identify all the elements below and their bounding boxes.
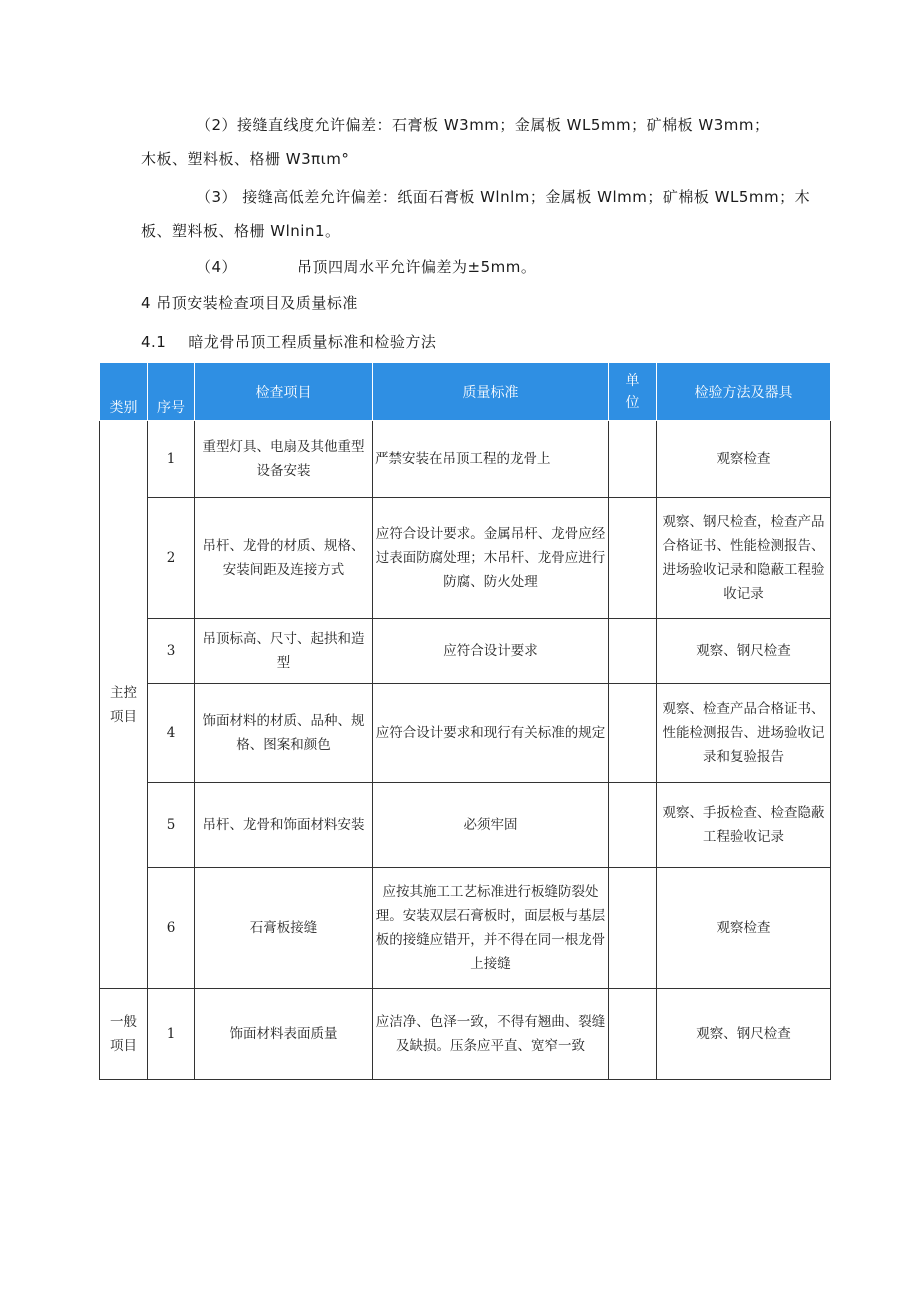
cell-unit	[609, 684, 657, 783]
table-row	[100, 684, 831, 783]
cell-seq: 4	[148, 684, 195, 783]
header-seq: 序号	[148, 363, 195, 421]
cell-standard: 应符合设计要求	[373, 619, 609, 684]
cell-item: 饰面材料表面质量	[195, 989, 373, 1080]
header-standard: 质量标准	[373, 363, 609, 421]
cell-item: 重型灯具、电扇及其他重型设备安装	[195, 421, 373, 498]
paragraph-4-text: 吊顶四周水平允许偏差为±5mm。	[297, 258, 537, 276]
cell-seq: 3	[148, 619, 195, 684]
paragraph-4-label: （4）	[196, 258, 238, 276]
category-line-2: 项目	[110, 708, 137, 725]
header-unit-line-1: 单	[625, 372, 640, 389]
cell-method: 观察、钢尺检查，检查产品合格证书、性能检测报告、进场验收记录和隐蔽工程验收记录	[657, 498, 831, 619]
category-line-1: 主控	[110, 684, 137, 701]
quality-standard-table	[99, 362, 831, 1080]
cell-method: 观察、钢尺检查	[657, 619, 831, 684]
category-general	[100, 989, 148, 1080]
cell-item: 吊顶标高、尺寸、起拱和造型	[195, 619, 373, 684]
cell-standard: 应符合设计要求。金属吊杆、龙骨应经过表面防腐处理；木吊杆、龙骨应进行防腐、防火处理	[373, 498, 609, 619]
table-row	[100, 619, 831, 684]
category-line-2: 项目	[110, 1038, 137, 1054]
table-row	[100, 868, 831, 989]
table-row	[100, 421, 831, 498]
cell-seq: 1	[148, 421, 195, 498]
cell-seq: 2	[148, 498, 195, 619]
table-row	[100, 783, 831, 868]
paragraph-2-line-2: 木板、塑料板、格栅 W3πιm°	[141, 150, 350, 168]
header-item: 检查项目	[195, 363, 373, 421]
cell-unit	[609, 619, 657, 684]
cell-standard: 应符合设计要求和现行有关标准的规定	[373, 684, 609, 783]
subsection-number: 4.1	[141, 333, 167, 351]
cell-seq: 5	[148, 783, 195, 868]
cell-item: 饰面材料的材质、品种、规格、图案和颜色	[195, 684, 373, 783]
subsection-heading	[141, 331, 436, 352]
cell-unit	[609, 498, 657, 619]
cell-seq: 1	[148, 989, 195, 1080]
cell-unit	[609, 868, 657, 989]
cell-standard: 应按其施工工艺标准进行板缝防裂处理。安装双层石膏板时，面层板与基层板的接缝应错开，并不得在同一根龙骨上接缝	[373, 868, 609, 989]
cell-method: 观察、钢尺检查	[657, 989, 831, 1080]
cell-standard: 严禁安装在吊顶工程的龙骨上	[373, 421, 609, 498]
cell-seq: 6	[148, 868, 195, 989]
subsection-title: 暗龙骨吊顶工程质量标准和检验方法	[188, 333, 437, 351]
cell-method: 观察、检查产品合格证书、性能检测报告、进场验收记录和复验报告	[657, 684, 831, 783]
cell-method: 观察检查	[657, 868, 831, 989]
cell-standard: 应洁净、色泽一致，不得有翘曲、裂缝及缺损。压条应平直、宽窄一致	[373, 989, 609, 1080]
cell-unit	[609, 783, 657, 868]
header-method: 检验方法及器具	[657, 363, 831, 421]
category-main-control	[100, 421, 148, 989]
cell-unit	[609, 421, 657, 498]
cell-item: 石膏板接缝	[195, 868, 373, 989]
table-row	[100, 989, 831, 1080]
cell-method: 观察检查	[657, 421, 831, 498]
cell-unit	[609, 989, 657, 1080]
cell-method: 观察、手扳检查、检查隐蔽工程验收记录	[657, 783, 831, 868]
category-line-1: 一般	[110, 1014, 137, 1030]
table-row	[100, 498, 831, 619]
table-header-row	[100, 363, 831, 421]
cell-item: 吊杆、龙骨的材质、规格、安装间距及连接方式	[195, 498, 373, 619]
paragraph-2-line-1: （2）接缝直线度允许偏差：石膏板 W3mm；金属板 WL5mm；矿棉板 W3mm；	[196, 116, 770, 134]
cell-standard: 必须牢固	[373, 783, 609, 868]
header-category: 类别	[100, 363, 148, 421]
cell-item: 吊杆、龙骨和饰面材料安装	[195, 783, 373, 868]
header-unit	[609, 363, 657, 421]
paragraph-4	[196, 256, 536, 277]
section-heading: 4 吊顶安装检查项目及质量标准	[141, 294, 358, 312]
paragraph-3-line-2: 板、塑料板、格栅 Wlnin1。	[141, 222, 341, 240]
header-unit-line-2: 位	[625, 394, 640, 411]
paragraph-3-line-1: （3） 接缝高低差允许偏差：纸面石膏板 Wlnlm；金属板 Wlmm；矿棉板 WL5mm；木	[196, 188, 811, 206]
